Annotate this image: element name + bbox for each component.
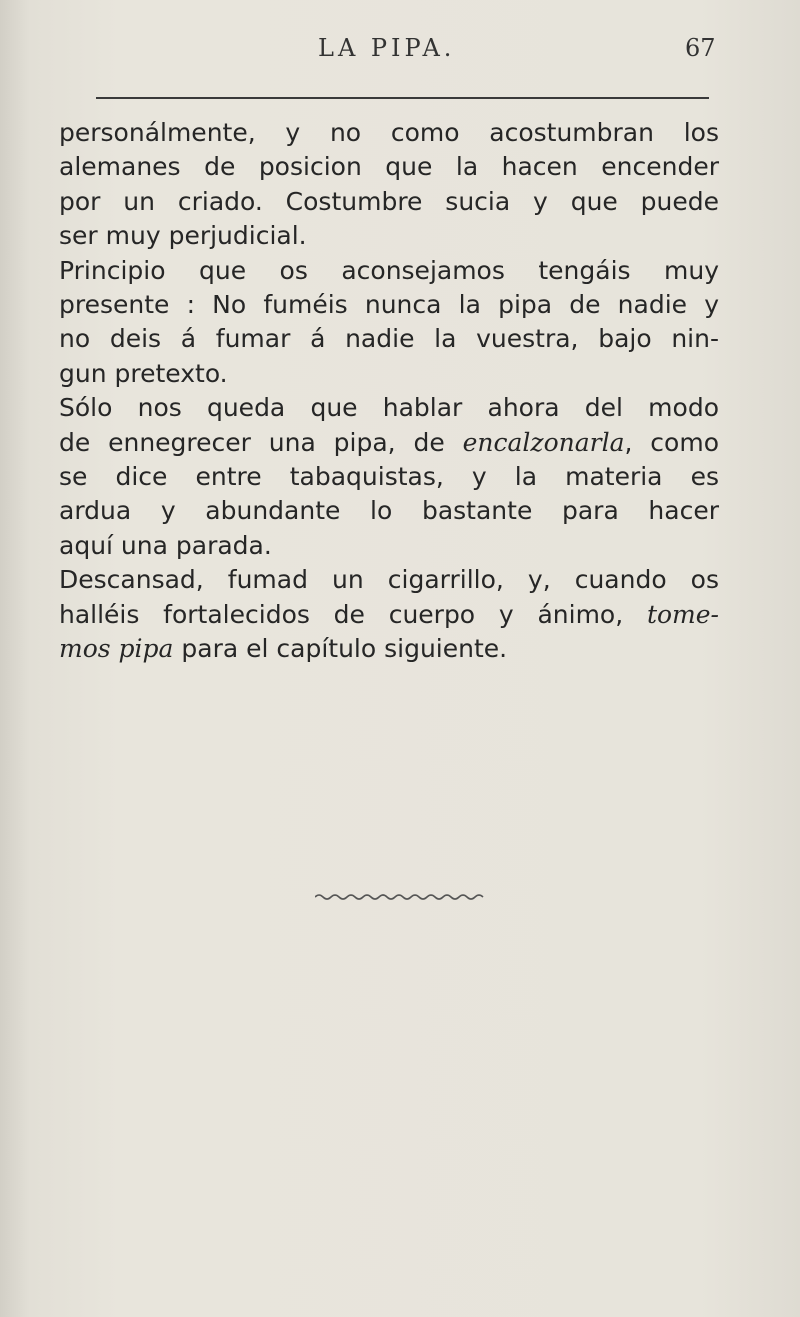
text-line: ser muy perjudicial. [59,221,307,251]
text-line [59,598,719,632]
text-line: Descansad, fumad un cigarrillo, y, cuando os [59,565,719,595]
text-line: aquí una parada. [59,530,272,560]
text-line: se dice entre tabaquistas, y la materia es [59,462,719,492]
text-line: personálmente, y no como acostumbran los [59,118,719,147]
text-line: no deis á fumar á nadie la vuestra, bajo nin- [59,324,719,354]
text-line: ardua y abundante lo bastante para hacer [59,496,719,526]
text-run: de ennegrecer una pipa, de [59,427,463,457]
header-rule [96,97,709,99]
text-run: halléis fortalecidos de cuerpo y ánimo, [59,599,647,629]
text-line: Sólo nos queda que hablar ahora del modo [59,393,719,423]
page-number: 67 [685,34,716,62]
text-line: gun pretexto. [59,358,228,388]
text-line: Principio que os aconsejamos tengáis muy [59,255,719,285]
body-text [59,116,719,667]
text-line: alemanes de posicion que la hacen encender [59,152,719,182]
text-run: para el capítulo siguiente. [173,634,508,664]
text-line: por un criado. Costumbre sucia y que puede [59,186,719,216]
italic-term: encalzonarla [462,427,625,457]
italic-term: mos pipa [59,634,174,664]
running-title: LA PIPA. [318,34,456,62]
text-line [59,426,719,460]
text-line [59,632,719,666]
text-run: , como [624,427,719,457]
italic-term: tome- [646,599,719,629]
wavy-ornament-divider [315,893,487,901]
text-line: presente : No fuméis nunca la pipa de nadie y [59,290,719,320]
